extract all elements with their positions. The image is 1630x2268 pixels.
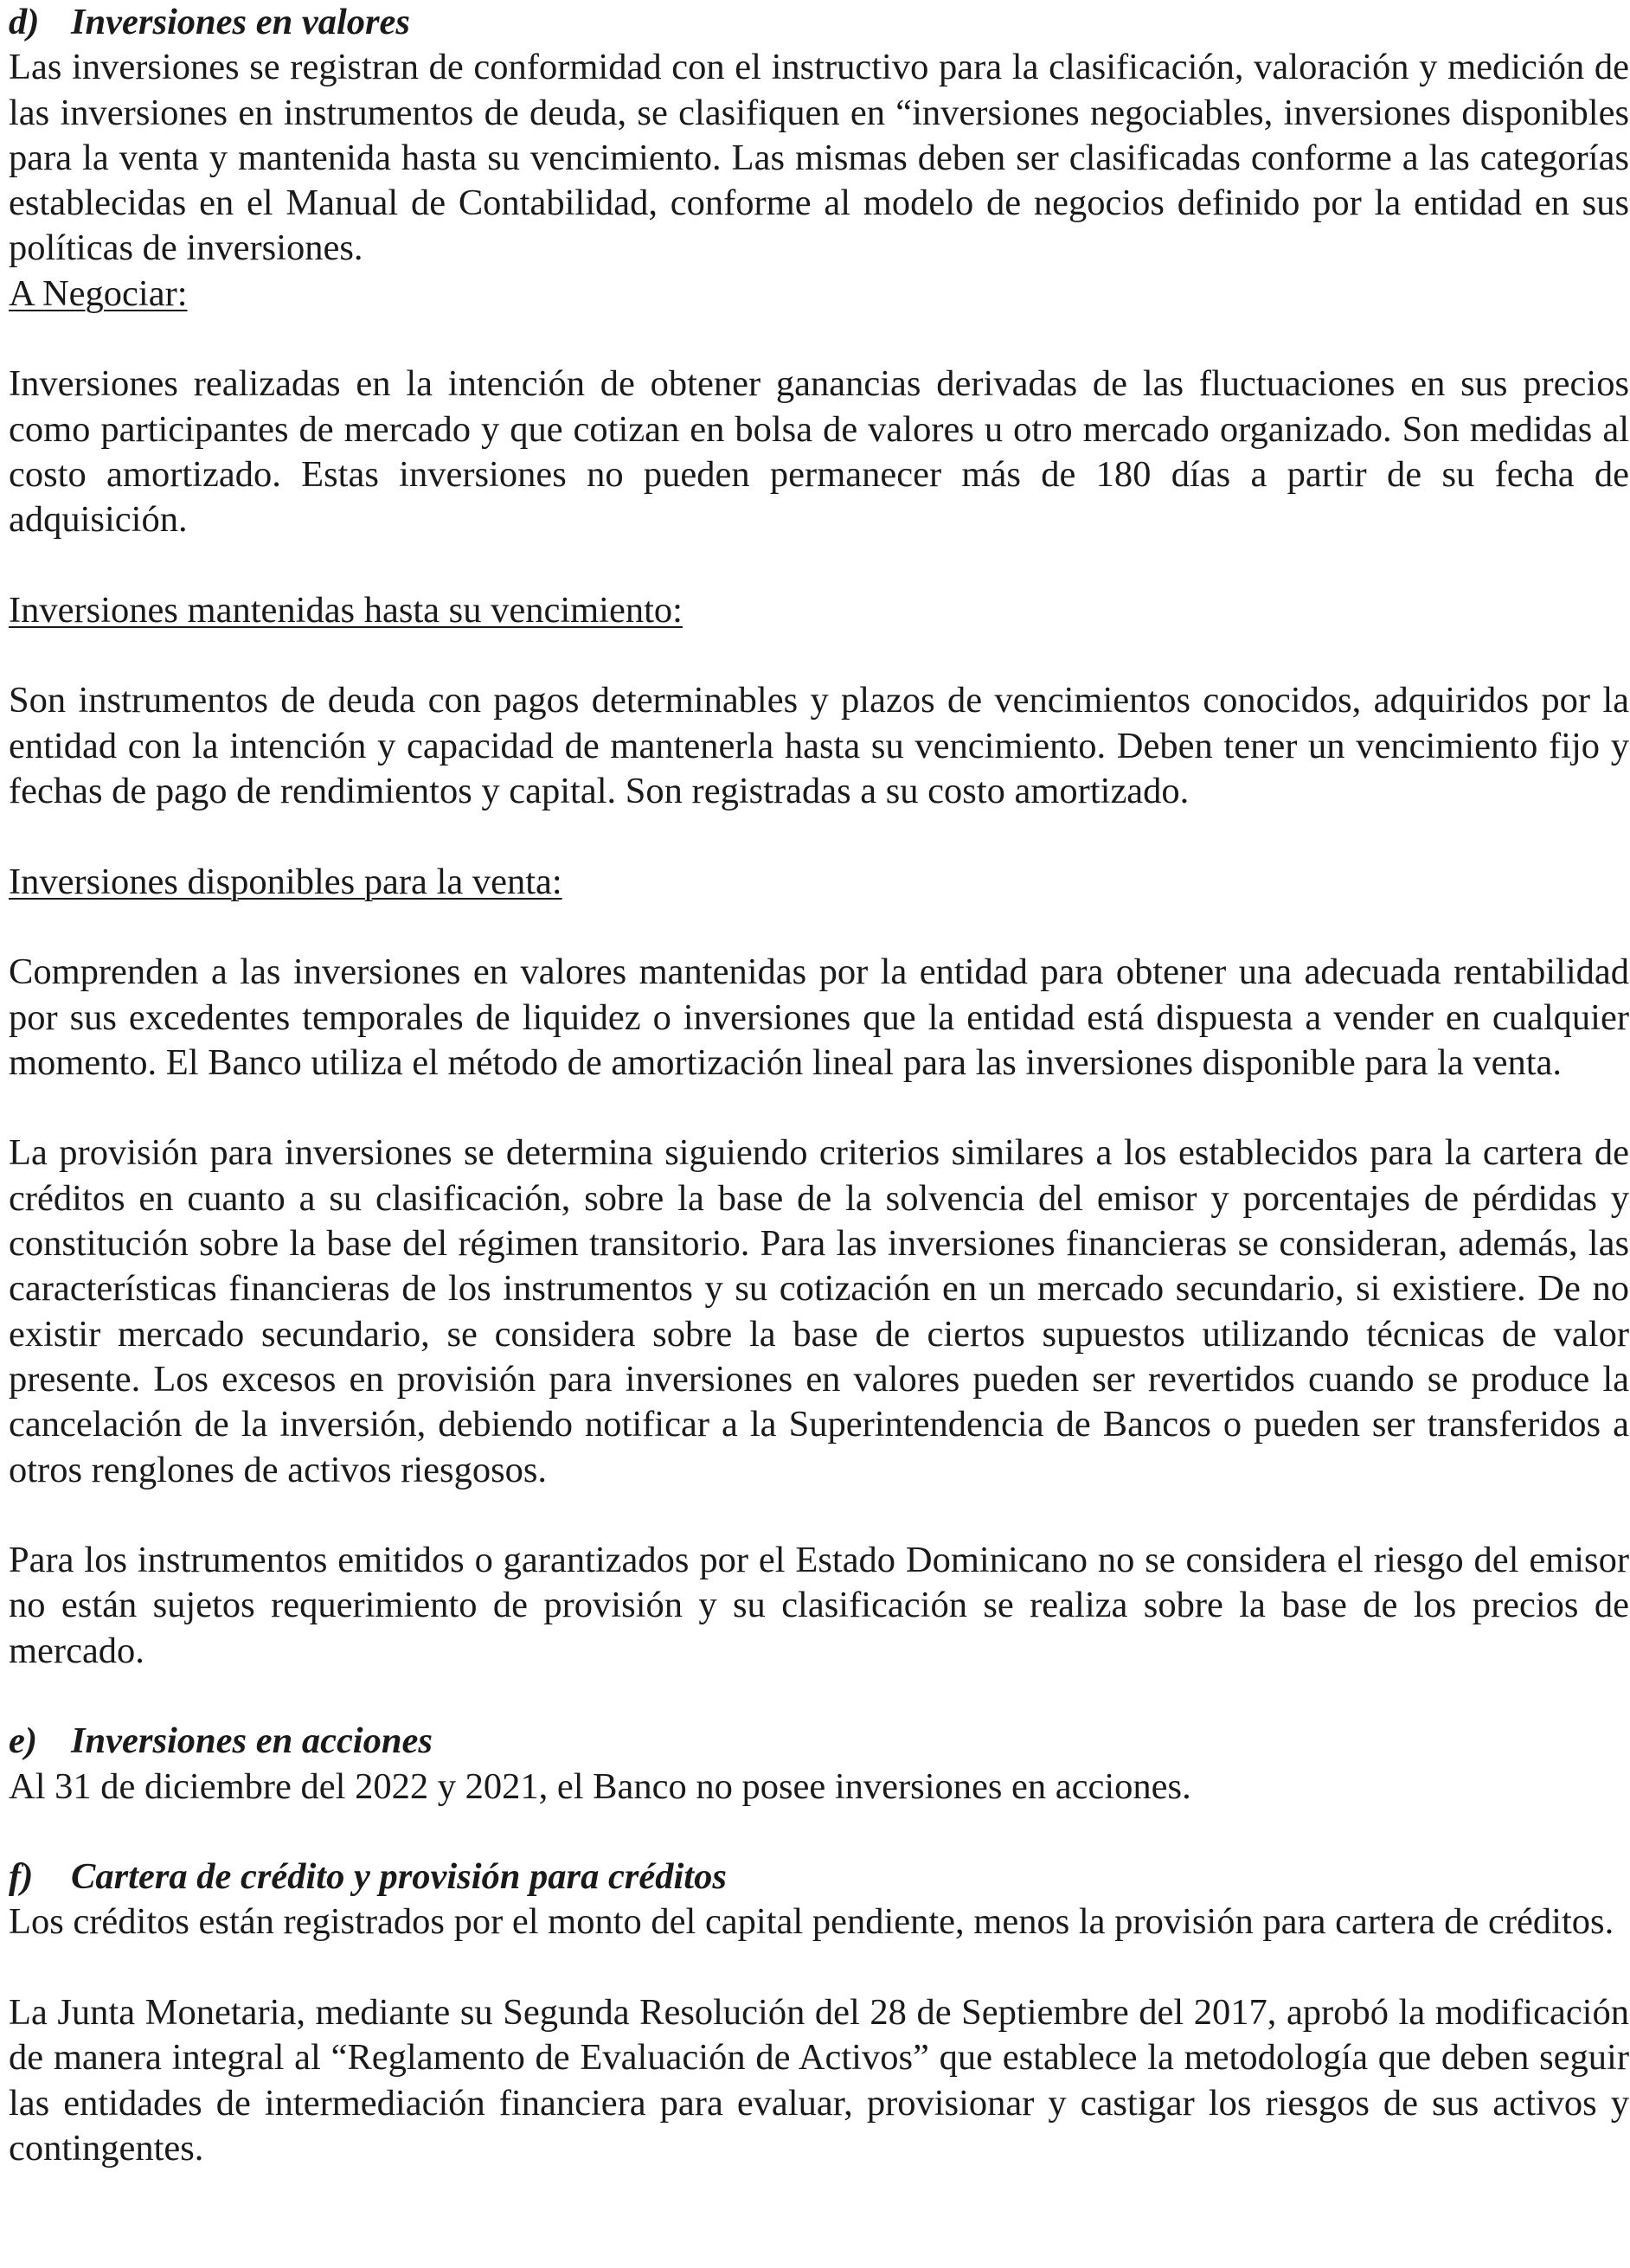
- spacer: [9, 633, 1629, 678]
- spacer: [9, 317, 1629, 362]
- spacer: [9, 1086, 1629, 1131]
- section-d-heading: [9, 0, 1629, 45]
- vencimiento-heading: [9, 588, 1629, 633]
- document-page: [9, 0, 1629, 2171]
- negociar-text: Inversiones realizadas en la intención de obtener ganancias derivadas de las fluctuaciones en sus precios como participantes de mercado y que cotizan en bolsa de valores u otro mercado organizado. Son medidas al costo amortizado. Estas inversiones no pueden permanecer más de 180 días a partir de su fecha de adquisición.: [9, 363, 1629, 541]
- spacer: [9, 1810, 1629, 1855]
- disponibles-text: Comprenden a las inversiones en valores mantenidas por la entidad para obtener una adecuada rentabilidad por sus excedentes temporales de liquidez o inversiones que la entidad está dispuesta a vender en cualquier momento. El Banco utiliza el método de amortización lineal para las inversiones disponible para la venta.: [9, 951, 1629, 1083]
- section-e-title: Inversiones en acciones: [71, 1720, 433, 1762]
- section-e-text: Al 31 de diciembre del 2022 y 2021, el Banco no posee inversiones en acciones.: [9, 1765, 1191, 1807]
- section-d-letter: d): [9, 2, 40, 42]
- spacer: [9, 905, 1629, 950]
- section-d-intro: Las inversiones se registran de conformidad con el instructivo para la clasificación, valoración y medición de las inversiones en instrumentos de deuda, se clasifiquen en “inversiones negociables, inversiones disponibles para la venta y mantenida hasta su vencimiento. Las mismas deben ser clasificadas conforme a las categorías establecidas en el Manual de Contabilidad, conforme al modelo de negocios definido por la entidad en sus políticas de inversiones.: [9, 47, 1629, 269]
- negociar-heading-text: A Negociar:: [9, 272, 188, 314]
- spacer: [9, 814, 1629, 859]
- section-f-heading: [9, 1855, 1629, 1900]
- spacer: [9, 1674, 1629, 1719]
- vencimiento-text: Son instrumentos de deuda con pagos determinables y plazos de vencimientos conocidos, adquiridos por la entidad con la intención y capacidad de mantenerla hasta su vencimiento. Deben tener un vencimiento fijo y fechas de pago de rendimientos y capital. Son registradas a su costo amortizado.: [9, 680, 1629, 812]
- disponibles-heading-text: Inversiones disponibles para la venta:: [9, 861, 562, 902]
- estado-text: Para los instrumentos emitidos o garantizados por el Estado Dominicano no se considera el riesgo del emisor no están sujetos requerimiento de provisión y su clasificación se realiza sobre la base de los precios de mercado.: [9, 1540, 1629, 1671]
- spacer: [9, 1493, 1629, 1538]
- section-e-heading: [9, 1719, 1629, 1764]
- section-f-title: Cartera de crédito y provisión para créditos: [71, 1856, 727, 1898]
- provision-text: La provisión para inversiones se determina siguiendo criterios similares a los establecidos para la cartera de créditos en cuanto a su clasificación, sobre la base de la solvencia del emisor y porcentajes de pérdidas y constitución sobre la base del régimen transitorio. Para las inversiones financieras se consideran, además, las características financieras de los instrumentos y su cotización en un mercado secundario, si existiere. De no existir mercado secundario, se considera sobre la base de ciertos supuestos utilizando técnicas de valor presente. Los excesos en provisión para inversiones en valores pueden ser revertidos cuando se produce la cancelación de la inversión, debiendo notificar a la Superintendencia de Bancos o pueden ser transferidos a otros renglones de activos riesgosos.: [9, 1132, 1629, 1490]
- negociar-heading: [9, 272, 1629, 317]
- junta-text: La Junta Monetaria, mediante su Segunda Resolución del 28 de Septiembre del 2017, aprobó la modificación de manera integral al “Reglamento de Evaluación de Activos” que establece la metodología que deben seguir las entidades de intermediación financiera para evaluar, provisionar y castigar los riesgos de sus activos y contingentes.: [9, 1992, 1629, 2169]
- vencimiento-heading-text: Inversiones mantenidas hasta su vencimiento:: [9, 589, 683, 631]
- spacer: [9, 543, 1629, 588]
- section-e-letter: e): [9, 1720, 38, 1762]
- section-f-text: Los créditos están registrados por el monto del capital pendiente, menos la provisión para cartera de créditos.: [9, 1901, 1614, 1943]
- disponibles-heading: [9, 860, 1629, 905]
- section-f-letter: f): [9, 1856, 34, 1898]
- spacer: [9, 1945, 1629, 1990]
- section-d-title: Inversiones en valores: [71, 2, 410, 42]
